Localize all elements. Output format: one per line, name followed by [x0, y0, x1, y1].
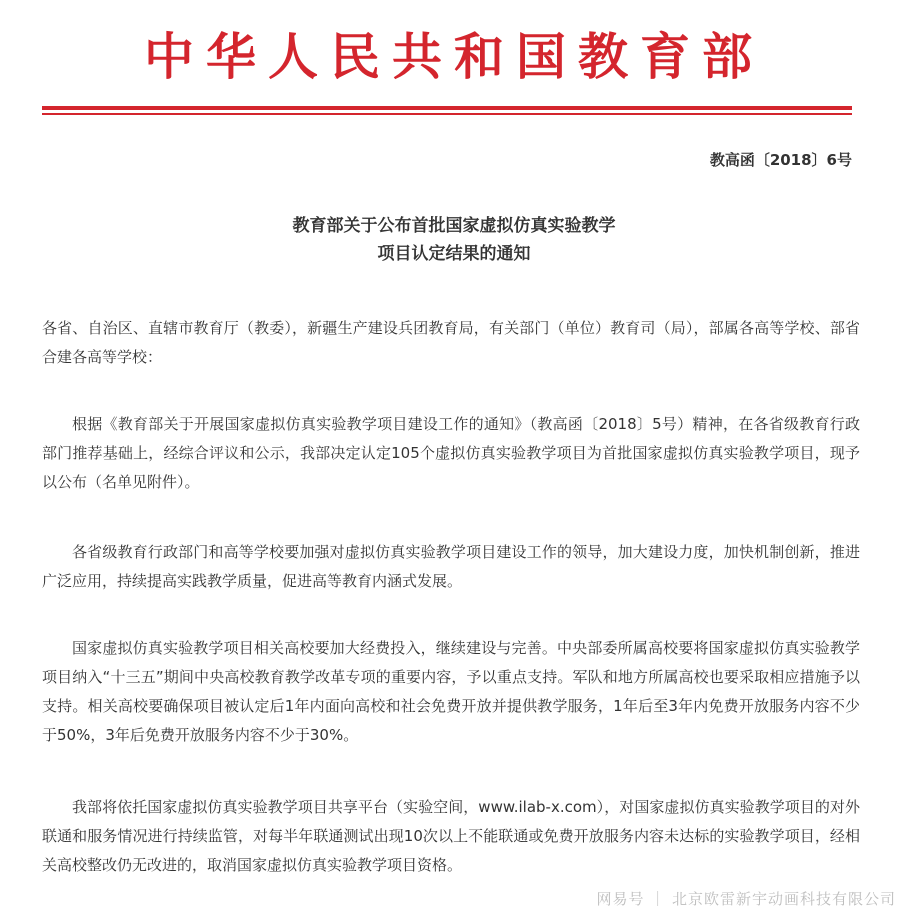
- masthead-rule-thin: [42, 113, 852, 115]
- addressee-paragraph: 各省、自治区、直辖市教育厅（教委），新疆生产建设兵团教育局，有关部门（单位）教育司（局），部属各高等学校、部省合建各高等学校：: [42, 319, 860, 366]
- masthead-rule-thick: [42, 106, 852, 110]
- body-paragraph-2: 各省级教育行政部门和高等学校要加强对虚拟仿真实验教学项目建设工作的领导，加大建设力度，加快机制创新，推进广泛应用，持续提高实践教学质量，促进高等教育内涵式发展。: [42, 543, 860, 590]
- notice-title-line-2: 项目认定结果的通知: [377, 244, 531, 264]
- source-watermark: 网易号 ｜ 北京欧雷新宇动画科技有限公司: [596, 890, 896, 908]
- masthead-title: 中华人民共和国教育部: [144, 27, 764, 86]
- document-number: 教高函〔2018〕6号: [709, 151, 852, 169]
- body-paragraph-4: 我部将依托国家虚拟仿真实验教学项目共享平台（实验空间，www.ilab-x.com），对国家虚拟仿真实验教学项目的对外联通和服务情况进行持续监管，对每半年联通测试出现10次以上不能联通或免费开放服务内容未达标的实验教学项目，经相关高校整改仍无改进的，取消国家虚拟仿真实验教学项目资格。: [42, 798, 860, 874]
- body-paragraph-3: 国家虚拟仿真实验教学项目相关高校要加大经费投入，继续建设与完善。中央部委所属高校要将国家虚拟仿真实验教学项目纳入“十三五”期间中央高校教育教学改革专项的重要内容，予以重点支持。军队和地方所属高校也要采取相应措施予以支持。相关高校要确保项目被认定后1年内面向高校和社会免费开放并提供教学服务，1年后至3年内免费开放服务内容不少于50%，3年后免费开放服务内容不少于30%。: [42, 639, 860, 744]
- notice-title-line-1: 教育部关于公布首批国家虚拟仿真实验教学: [292, 216, 616, 236]
- body-paragraph-1: 根据《教育部关于开展国家虚拟仿真实验教学项目建设工作的通知》（教高函〔2018〕5号）精神，在各省级教育行政部门推荐基础上，经综合评议和公示，我部决定认定105个虚拟仿真实验教学项目为首批国家虚拟仿真实验教学项目，现予以公布（名单见附件）。: [42, 415, 860, 491]
